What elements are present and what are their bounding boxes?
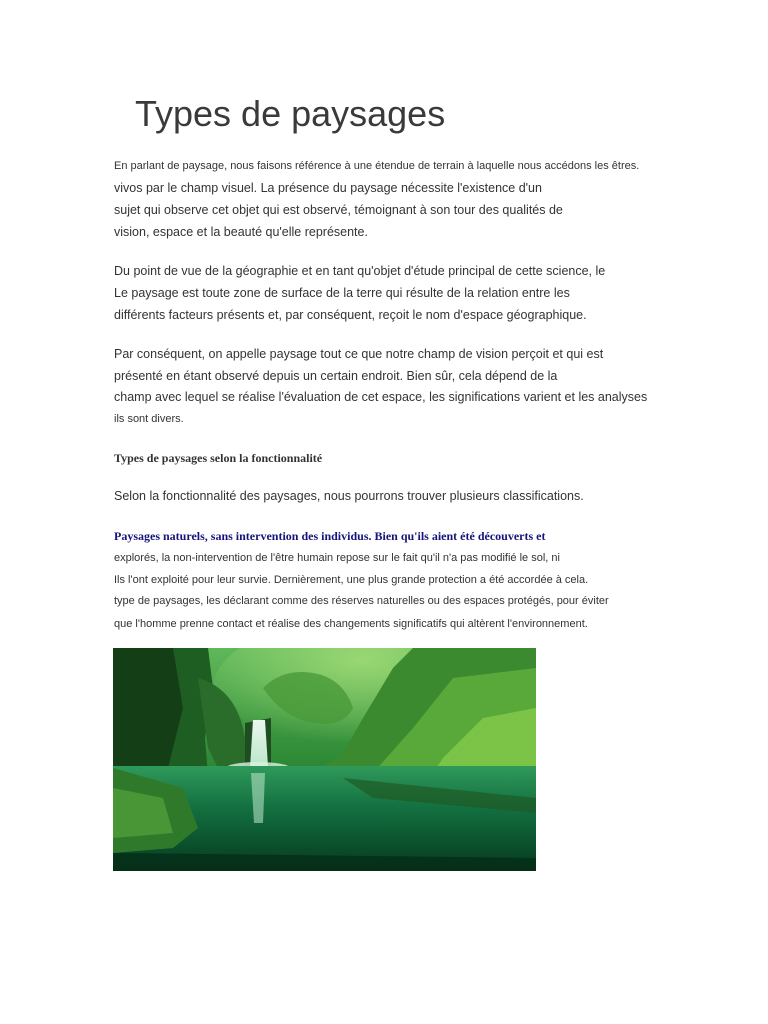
waterfall-forest-photo xyxy=(113,648,536,871)
paragraph2-line2: Le paysage est toute zone de surface de la terre qui résulte de la relation entre les xyxy=(114,286,570,300)
page-title: Types de paysages xyxy=(135,93,446,134)
paragraph4-line1: explorés, la non-intervention de l'être humain repose sur le fait qu'il n'a pas modifié le sol, ni xyxy=(114,552,560,564)
paragraph1-line3: vision, espace et la beauté qu'elle représente. xyxy=(114,225,368,239)
paragraph4-line2: Ils l'ont exploité pour leur survie. Dernièrement, une plus grande protection a été accordée à cela. xyxy=(114,574,589,586)
section-heading: Types de paysages selon la fonctionnalité xyxy=(114,451,323,465)
paragraph1-line2: sujet qui observe cet objet qui est observé, témoignant à son tour des qualités de xyxy=(114,203,563,217)
paragraph1-line1: vivos par le champ visuel. La présence du paysage nécessite l'existence d'un xyxy=(114,181,542,195)
paragraph2-line3: différents facteurs présents et, par conséquent, reçoit le nom d'espace géographique. xyxy=(114,308,587,322)
intro-lead: En parlant de paysage, nous faisons référence à une étendue de terrain à laquelle nous accédons les êtres. xyxy=(114,160,640,172)
natural-landscapes-heading: Paysages naturels, sans intervention des individus. Bien qu'ils aient été découverts et xyxy=(114,529,546,543)
paragraph3-line4: ils sont divers. xyxy=(114,413,184,425)
paragraph3-line1: Par conséquent, on appelle paysage tout ce que notre champ de vision perçoit et qui est xyxy=(114,347,604,361)
paragraph3-line2: présenté en étant observé depuis un certain endroit. Bien sûr, cela dépend de la xyxy=(114,369,558,383)
section-intro: Selon la fonctionnalité des paysages, nous pourrons trouver plusieurs classifications. xyxy=(114,489,584,503)
paragraph4-line4: que l'homme prenne contact et réalise des changements significatifs qui altèrent l'environnement. xyxy=(114,618,588,630)
paragraph2-line1: Du point de vue de la géographie et en tant qu'objet d'étude principal de cette science, le xyxy=(114,264,606,278)
paragraph3-line3: champ avec lequel se réalise l'évaluation de cet espace, les significations varient et les analyses xyxy=(114,390,648,404)
paragraph4-line3: type de paysages, les déclarant comme des réserves naturelles ou des espaces protégés, pour éviter xyxy=(114,595,609,607)
